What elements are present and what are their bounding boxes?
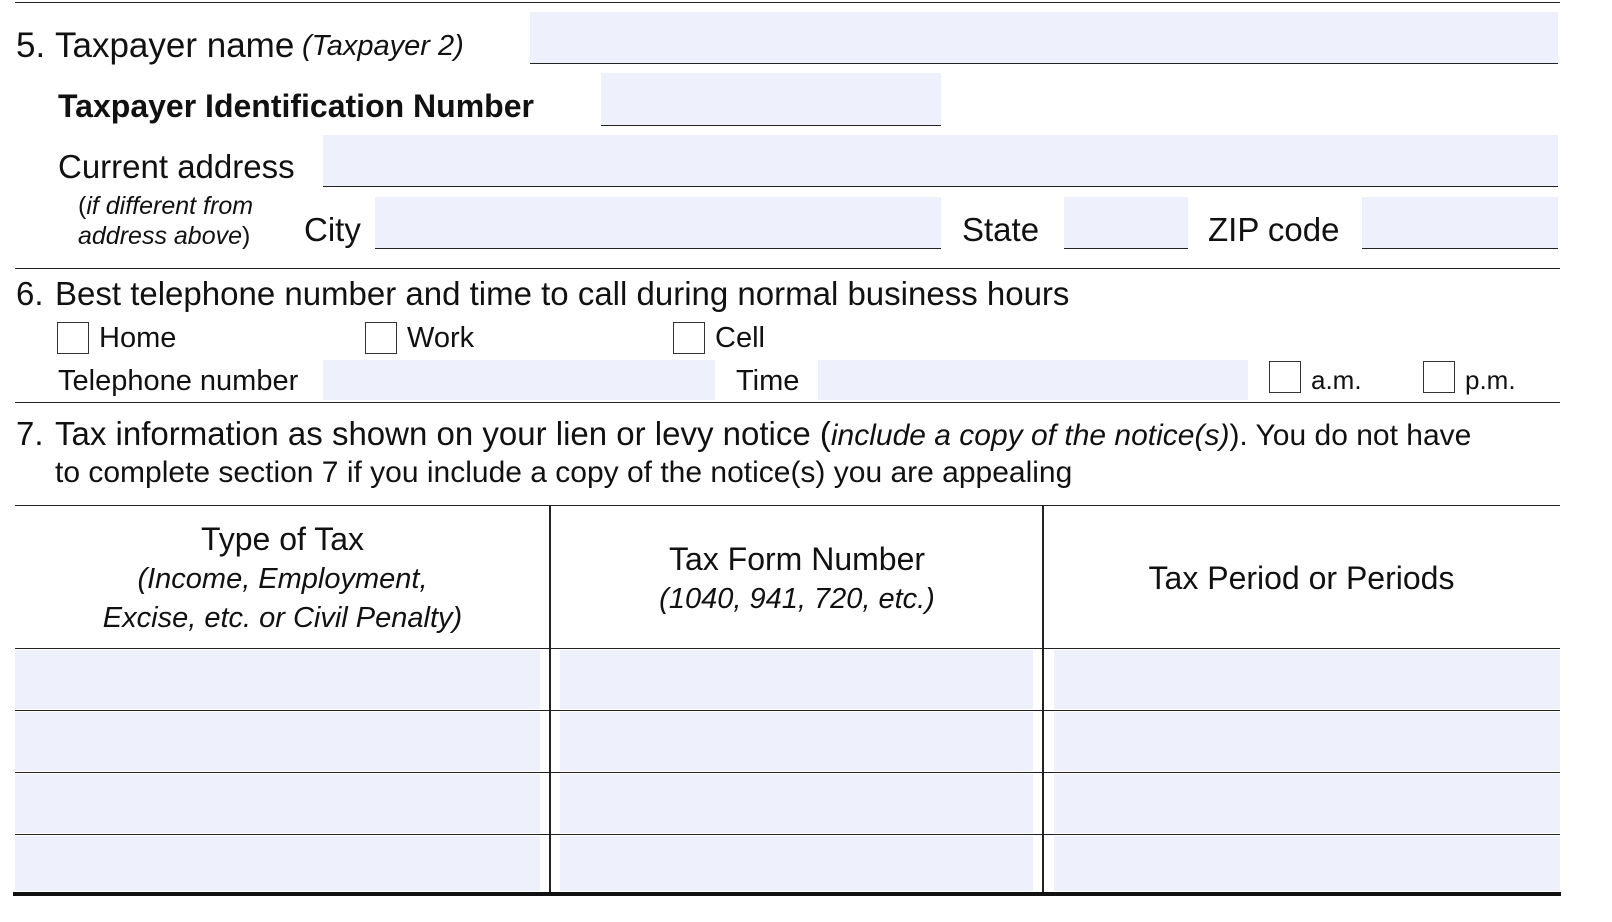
work-label: Work [407, 322, 475, 354]
section5-bottom-rule [15, 268, 1560, 269]
time-label: Time [736, 365, 800, 397]
zip-label: ZIP code [1208, 211, 1340, 248]
tin-field[interactable] [601, 73, 941, 126]
address-note-text1: if different from [86, 192, 254, 220]
city-field[interactable] [375, 197, 941, 249]
section7-title-main: Tax information as shown on your lien or levy notice ( [55, 415, 831, 452]
section7-number: 7. [16, 415, 44, 452]
table-cell-type[interactable] [15, 712, 540, 771]
table-cell-type[interactable] [15, 774, 540, 833]
col-header-title: Type of Tax [200, 521, 365, 557]
col-header-tax-form-number [551, 538, 1043, 619]
telephone-number-label: Telephone number [58, 365, 299, 397]
col-header-title: Tax Period or Periods [1148, 560, 1455, 596]
table-cell-period[interactable] [1054, 712, 1560, 771]
address-note-line2 [78, 224, 250, 249]
table-top-rule [15, 505, 1560, 506]
telephone-number-field[interactable] [323, 360, 715, 400]
section7-title-line2: to complete section 7 if you include a copy of the notice(s) you are appealing [55, 456, 1073, 489]
table-cell-period[interactable] [1054, 650, 1560, 709]
state-field[interactable] [1064, 197, 1188, 249]
home-checkbox[interactable] [57, 322, 89, 354]
table-cell-period[interactable] [1054, 836, 1560, 891]
tin-label: Taxpayer Identification Number [58, 88, 534, 124]
cell-checkbox[interactable] [673, 322, 705, 354]
col-divider [1042, 505, 1044, 895]
col-header-sub1: (Income, Employment, [137, 563, 428, 596]
address-note-open-paren: ( [78, 192, 87, 220]
table-cell-type[interactable] [15, 650, 540, 709]
section6-number: 6. [16, 275, 44, 312]
table-cell-form[interactable] [560, 836, 1033, 891]
work-checkbox[interactable] [365, 322, 397, 354]
am-checkbox[interactable] [1269, 361, 1301, 393]
table-bottom-rule [13, 892, 1561, 896]
taxpayer-name-label: Taxpayer name [55, 26, 295, 65]
time-field[interactable] [818, 360, 1248, 400]
section7-title-italic: include a copy of the notice(s) [830, 419, 1230, 452]
state-label: State [962, 211, 1040, 248]
city-label: City [304, 211, 361, 248]
table-cell-form[interactable] [560, 712, 1033, 771]
cell-label: Cell [715, 322, 765, 354]
current-address-label: Current address [58, 148, 295, 185]
zip-field[interactable] [1362, 197, 1558, 249]
col-header-sub2: Excise, etc. or Civil Penalty) [102, 601, 463, 634]
row-divider [15, 834, 1560, 835]
am-label: a.m. [1311, 365, 1362, 395]
col-header-title: Tax Form Number [668, 541, 926, 577]
table-cell-period[interactable] [1054, 774, 1560, 833]
section7-title-after: ). You do not have [1229, 419, 1472, 452]
row-divider [15, 772, 1560, 773]
home-label: Home [99, 322, 177, 354]
col-divider [549, 505, 551, 895]
col-header-type-of-tax [15, 518, 550, 637]
table-cell-form[interactable] [560, 774, 1033, 833]
section7-title-line1 [55, 417, 1471, 451]
address-note-close-paren: ) [242, 222, 251, 250]
section6-bottom-rule [15, 402, 1560, 403]
taxpayer-name-hint: (Taxpayer 2) [302, 30, 464, 62]
address-note-text2: address above [78, 222, 243, 250]
col-header-sub1: (1040, 941, 720, etc.) [659, 583, 935, 616]
row-divider [15, 710, 1560, 711]
pm-checkbox[interactable] [1423, 361, 1455, 393]
section6-title: Best telephone number and time to call during normal business hours [55, 275, 1070, 312]
table-cell-type[interactable] [15, 836, 540, 891]
section5-number: 5. [16, 26, 46, 65]
col-header-tax-period [1044, 557, 1559, 599]
top-rule [15, 2, 1560, 3]
table-cell-form[interactable] [560, 650, 1033, 709]
current-address-field[interactable] [323, 135, 1558, 187]
address-note-line1 [78, 194, 253, 219]
pm-label: p.m. [1465, 365, 1516, 395]
table-header-rule [15, 648, 1560, 649]
taxpayer-name-field[interactable] [530, 12, 1558, 64]
